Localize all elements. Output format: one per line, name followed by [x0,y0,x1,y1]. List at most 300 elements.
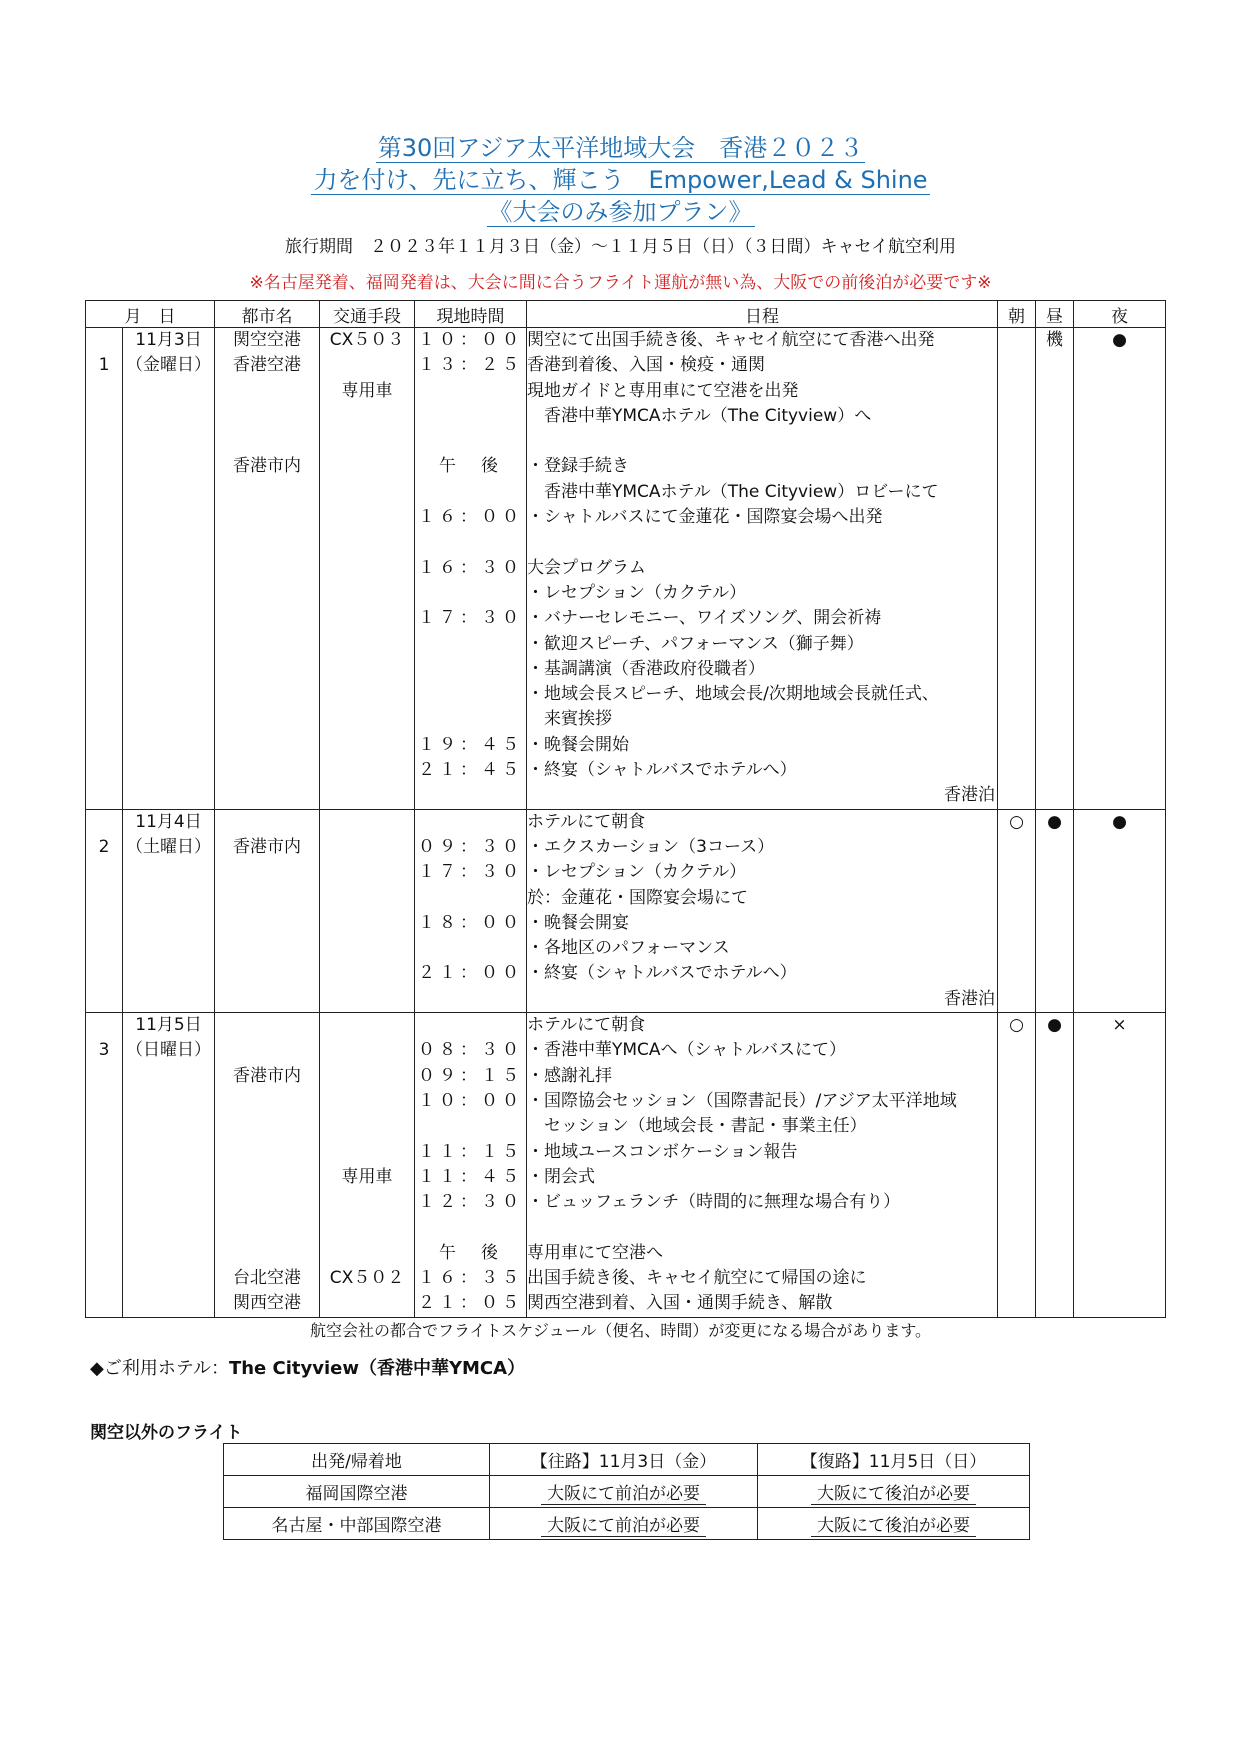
blank-line [123,429,214,454]
header-transport: 交通手段 [320,301,415,328]
header-date: 月 日 [86,301,215,328]
city-line [215,1013,319,1038]
city-line [215,1089,319,1114]
schedule-line: ・感謝礼拝 [527,1065,612,1086]
blank-line [123,454,214,479]
blank-line [86,1291,122,1316]
time-line [415,657,526,682]
blank-line [123,404,214,429]
date-line: （金曜日） [126,355,211,376]
schedule-line [527,429,997,454]
city-line: 関空空港 [233,330,301,350]
blank-line [86,454,122,479]
meal-lunch: ● [1047,811,1062,832]
transport-line [320,505,414,530]
schedule-line: ・基調講演（香港政府役職者） [527,658,765,679]
city-line [215,911,319,936]
city-line [215,1241,319,1266]
city-line [215,1114,319,1139]
blank-line [86,707,122,732]
blank-line [86,1140,122,1165]
time-line: １８：００ [418,912,523,933]
blank-line [123,480,214,505]
transport-line [320,1013,414,1038]
city-line [215,1038,319,1063]
time-line: １３：２５ [418,355,523,376]
flight-change-note: 航空会社の都合でフライトスケジュール（便名、時間）が変更になる場合があります。 [309,1321,932,1340]
time-line: ０９：３０ [418,836,523,857]
blank-line [86,1266,122,1291]
day-number: 3 [98,1040,110,1061]
city-line [215,429,319,454]
itinerary-header-row [86,301,1166,328]
blank-line [86,1165,122,1190]
title-line-1: 第30回アジア太平洋地域大会 香港２０２３ [377,134,864,162]
meal-breakfast-cell [998,1013,1036,1318]
city-line [215,581,319,606]
hotel-prefix: ◆ご利用ホテル： [90,1358,229,1379]
time-line: 午 後 [439,456,502,477]
blank-line [86,1190,122,1215]
day-number-cell [86,1013,123,1318]
blank-line [123,581,214,606]
blank-line [123,1064,214,1089]
date-cell [123,328,215,810]
blank-line [86,682,122,707]
time-line: 午 後 [439,1242,502,1263]
header-lunch: 昼 [1036,301,1074,328]
blank-line [123,657,214,682]
time-line [415,886,526,911]
blank-line [123,936,214,961]
blank-line [86,936,122,961]
blank-line [86,961,122,986]
blank-line [86,1013,122,1038]
time-line [415,480,526,505]
meal-dinner-cell [1074,328,1166,810]
flights-outbound: 大阪にて前泊が必要 [490,1508,758,1540]
schedule-line: 専用車にて空港へ [527,1242,663,1263]
blank-line [86,1064,122,1089]
schedule-cell [527,1013,998,1318]
blank-line [123,1241,214,1266]
meal-breakfast-cell [998,328,1036,810]
blank-line [123,1114,214,1139]
blank-line [123,1215,214,1240]
transport-line [320,961,414,986]
time-line [415,581,526,606]
transport-line [320,835,414,860]
transport-line [320,1064,414,1089]
schedule-line: 来賓挨拶 [527,709,612,730]
schedule-line: 香港到着後、入国・検疫・通関 [527,355,765,376]
transport-line: 専用車 [341,380,393,401]
schedule-line: ・終宴（シャトルバスでホテルへ） [527,963,797,984]
table-row [224,1508,1030,1540]
transport-line [320,886,414,911]
city-line [215,657,319,682]
table-row [224,1476,1030,1508]
header-city: 都市名 [215,301,320,328]
schedule-line: ・バナーセレモニー、ワイズソング、開会祈祷 [527,608,882,629]
flights-header-origin: 出発/帰着地 [224,1444,490,1476]
time-line [415,810,526,835]
schedule-line [527,530,997,555]
flights-origin: 福岡国際空港 [224,1476,490,1508]
city-line: 関西空港 [233,1293,301,1314]
blank-line [86,733,122,758]
time-line [415,429,526,454]
time-line [415,1013,526,1038]
transport-line [320,530,414,555]
blank-line [123,530,214,555]
blank-line [123,379,214,404]
schedule-line [527,1215,997,1240]
transport-line [320,911,414,936]
transport-line [320,1215,414,1240]
blank-line [123,505,214,530]
flights-return: 大阪にて後泊が必要 [758,1476,1030,1508]
city-line [215,632,319,657]
hotel-info [90,1354,525,1380]
city-line [215,505,319,530]
day-row [86,809,1166,1012]
schedule-line: ・国際協会セッション（国際書記長）/アジア太平洋地域 [527,1090,957,1111]
blank-line [123,1266,214,1291]
transport-line [320,480,414,505]
time-line: ２１：４５ [418,760,523,781]
day-row [86,1013,1166,1318]
transport-line [320,936,414,961]
city-line [215,1190,319,1215]
schedule-line: 出国手続き後、キャセイ航空にて帰国の途に [527,1267,867,1288]
meal-lunch-cell [1036,328,1074,810]
city-line [215,480,319,505]
city-cell [215,1013,320,1318]
city-line [215,961,319,986]
blank-line [86,1215,122,1240]
time-line: １６：００ [418,507,523,528]
blank-line [123,783,214,808]
city-cell [215,809,320,1012]
transport-line [320,429,414,454]
blank-line [86,1089,122,1114]
city-cell [215,328,320,810]
blank-line [86,379,122,404]
blank-line [86,556,122,581]
time-line: １６：３５ [418,1267,523,1288]
transport-cell [320,328,415,810]
time-line: １１：４５ [418,1166,523,1187]
transport-line [320,454,414,479]
schedule-line: ・シャトルバスにて金蓮花・国際宴会場へ出発 [527,507,883,528]
date-line: 11月4日 [135,811,202,832]
blank-line [86,810,122,835]
transport-line: 専用車 [341,1166,393,1187]
transport-line [320,581,414,606]
schedule-line: ・地域会長スピーチ、地域会長/次期地域会長就任式、 [527,684,939,705]
time-line [415,707,526,732]
hotel-name: The Cityview（香港中華YMCA） [228,1358,526,1379]
meal-lunch: 機 [1046,330,1063,350]
blank-line [123,987,214,1012]
schedule-line: ・歓迎スピーチ、パフォーマンス（獅子舞） [527,633,864,654]
time-line: １７：３０ [418,608,523,629]
flights-origin: 名古屋・中部国際空港 [224,1508,490,1540]
blank-line [123,758,214,783]
date-line: 11月5日 [135,1015,202,1036]
city-line [215,860,319,885]
schedule-cell [527,328,998,810]
time-line [415,936,526,961]
meal-dinner: ● [1112,330,1127,350]
day-number: 1 [98,355,110,376]
city-line: 香港市内 [233,456,301,477]
meal-breakfast-cell [998,809,1036,1012]
overnight-stay: 香港泊 [944,988,995,1009]
transport-line [320,860,414,885]
city-line: 香港市内 [233,1065,301,1086]
transport-line [320,810,414,835]
departure-notice: ※名古屋発着、福岡発着は、大会に間に合うフライト運航が無い為、大阪での前後泊が必要です※ [249,273,992,293]
transport-line [320,556,414,581]
city-line: 台北空港 [233,1267,301,1288]
city-line [215,606,319,631]
city-line [215,1140,319,1165]
schedule-line: 現地ガイドと専用車にて空港を出発 [527,380,799,401]
transport-line [320,682,414,707]
transport-line [320,758,414,783]
time-cell [415,328,527,810]
transport-line [320,707,414,732]
blank-line [86,581,122,606]
blank-line [86,632,122,657]
blank-line [123,606,214,631]
transport-line: CX５０３ [329,330,405,350]
transport-line [320,1190,414,1215]
time-line [415,530,526,555]
schedule-line: ホテルにて朝食 [527,811,646,832]
blank-line [123,1089,214,1114]
travel-period: 旅行期間 ２０２３年１１月３日（金）～１１月５日（日）（３日間）キャセイ航空利用 [285,237,956,257]
blank-line [86,911,122,936]
schedule-line: ・閉会式 [527,1166,595,1187]
blank-line [86,860,122,885]
meal-breakfast [998,328,1035,353]
transport-line [320,353,414,378]
transport-line [320,1114,414,1139]
blank-line [123,911,214,936]
city-line [215,733,319,758]
time-line: １０：００ [418,330,523,350]
city-line [215,810,319,835]
time-cell [415,809,527,1012]
time-line: １６：３０ [418,557,523,578]
city-line [215,682,319,707]
blank-line [86,404,122,429]
schedule-line: ・各地区のパフォーマンス [527,938,730,959]
time-line: １７：３０ [418,862,523,883]
blank-line [123,1165,214,1190]
blank-line [86,758,122,783]
time-line [415,379,526,404]
transport-line [320,657,414,682]
schedule-line: 香港中華YMCAホテル（The Cityview）へ [527,405,872,426]
blank-line [123,707,214,732]
blank-line [86,783,122,808]
schedule-line: セッション（地域会長・書記・事業主任） [527,1116,867,1137]
blank-line [123,1140,214,1165]
title-line-2: 力を付け、先に立ち、輝こう Empower,Lead & Shine [313,166,928,194]
meal-breakfast: ○ [1009,811,1024,832]
blank-line [86,1114,122,1139]
transport-line [320,404,414,429]
time-line [415,1215,526,1240]
blank-line [86,530,122,555]
day-number-cell [86,809,123,1012]
blank-line [123,1291,214,1316]
schedule-line: ・レセプション（カクテル） [527,582,747,603]
meal-lunch-cell [1036,809,1074,1012]
schedule-line: ・レセプション（カクテル） [527,862,747,883]
city-line [215,1165,319,1190]
schedule-line: 於：金蓮花・国際宴会場にて [527,887,748,908]
time-line: ２１：０５ [418,1293,523,1314]
city-line [215,886,319,911]
blank-line [86,429,122,454]
blank-line [123,860,214,885]
time-line: ０８：３０ [418,1040,523,1061]
other-flights-header-row [224,1444,1030,1476]
transport-line [320,1089,414,1114]
day-number-cell [86,328,123,810]
meal-dinner: × [1112,1015,1127,1036]
time-line [415,404,526,429]
other-flights-table [223,1443,1030,1540]
date-line: 11月3日 [135,330,202,350]
city-line [215,379,319,404]
header-dinner: 夜 [1074,301,1166,328]
schedule-line: ・晩餐会開宴 [527,912,629,933]
title-line-3: 《大会のみ参加プラン》 [488,198,753,226]
time-line: １１：１５ [418,1141,523,1162]
other-flights-heading: 関空以外のフライト [90,1423,243,1443]
schedule-line: ・地域ユースコンボケーション報告 [527,1141,798,1162]
meal-lunch: ● [1047,1015,1062,1036]
meal-breakfast: ○ [1009,1015,1024,1036]
blank-line [86,505,122,530]
time-line: ０９：１５ [418,1065,523,1086]
schedule-cell [527,809,998,1012]
schedule-line: 大会プログラム [527,557,646,578]
blank-line [123,1190,214,1215]
city-line [215,758,319,783]
city-line [215,530,319,555]
header-time: 現地時間 [415,301,527,328]
transport-line [320,632,414,657]
blank-line [123,632,214,657]
transport-cell [320,1013,415,1318]
flights-header-return: 【復路】11月5日（日） [758,1444,1030,1476]
schedule-line: 香港中華YMCAホテル（The Cityview）ロビーにて [527,481,939,502]
meal-dinner-cell [1074,1013,1166,1318]
schedule-line: ・晩餐会開始 [527,734,629,755]
city-line: 香港空港 [233,355,301,376]
blank-line [86,480,122,505]
date-line: （日曜日） [126,1040,211,1061]
time-line [415,632,526,657]
transport-cell [320,809,415,1012]
blank-line [86,328,122,353]
schedule-line: ・エクスカーション（3コース） [527,836,775,857]
time-line: １９：４５ [418,734,523,755]
itinerary-table [85,300,1166,1318]
schedule-line: 関空にて出国手続き後、キャセイ航空にて香港へ出発 [527,330,935,350]
day-number: 2 [98,836,110,857]
blank-line [123,733,214,758]
date-cell [123,1013,215,1318]
city-line [215,707,319,732]
flights-outbound: 大阪にて前泊が必要 [490,1476,758,1508]
time-cell [415,1013,527,1318]
transport-line [320,733,414,758]
transport-line [320,606,414,631]
transport-line [320,1291,414,1316]
blank-line [86,987,122,1012]
blank-line [86,606,122,631]
transport-line [320,1140,414,1165]
time-line: １２：３０ [418,1192,523,1213]
schedule-line: 関西空港到着、入国・通関手続き、解散 [527,1293,833,1314]
date-line: （土曜日） [126,836,211,857]
blank-line [86,1241,122,1266]
city-line [215,1215,319,1240]
day-row [86,328,1166,810]
header-breakfast: 朝 [998,301,1036,328]
blank-line [123,682,214,707]
time-line [415,1114,526,1139]
schedule-line: ・香港中華YMCAへ（シャトルバスにて） [527,1040,847,1061]
blank-line [123,886,214,911]
blank-line [123,556,214,581]
time-line: ２１：００ [418,963,523,984]
date-cell [123,809,215,1012]
blank-line [123,961,214,986]
schedule-line: ・ビュッフェランチ（時間的に無理な場合有り） [527,1192,901,1213]
meal-dinner: ● [1112,811,1127,832]
blank-line [86,657,122,682]
meal-dinner-cell [1074,809,1166,1012]
city-line [215,556,319,581]
transport-line: CX５０２ [329,1267,405,1288]
meal-lunch-cell [1036,1013,1074,1318]
header-schedule: 日程 [527,301,998,328]
schedule-line: ホテルにて朝食 [527,1015,646,1036]
flights-header-outbound: 【往路】11月3日（金） [490,1444,758,1476]
schedule-line: ・終宴（シャトルバスでホテルへ） [527,760,797,781]
schedule-line: ・登録手続き [527,456,629,477]
city-line [215,404,319,429]
city-line: 香港市内 [233,836,301,857]
flights-return: 大阪にて後泊が必要 [758,1508,1030,1540]
city-line [215,936,319,961]
blank-line [86,886,122,911]
overnight-stay: 香港泊 [944,785,995,806]
time-line: １０：００ [418,1090,523,1111]
transport-line [320,1241,414,1266]
transport-line [320,1038,414,1063]
time-line [415,682,526,707]
